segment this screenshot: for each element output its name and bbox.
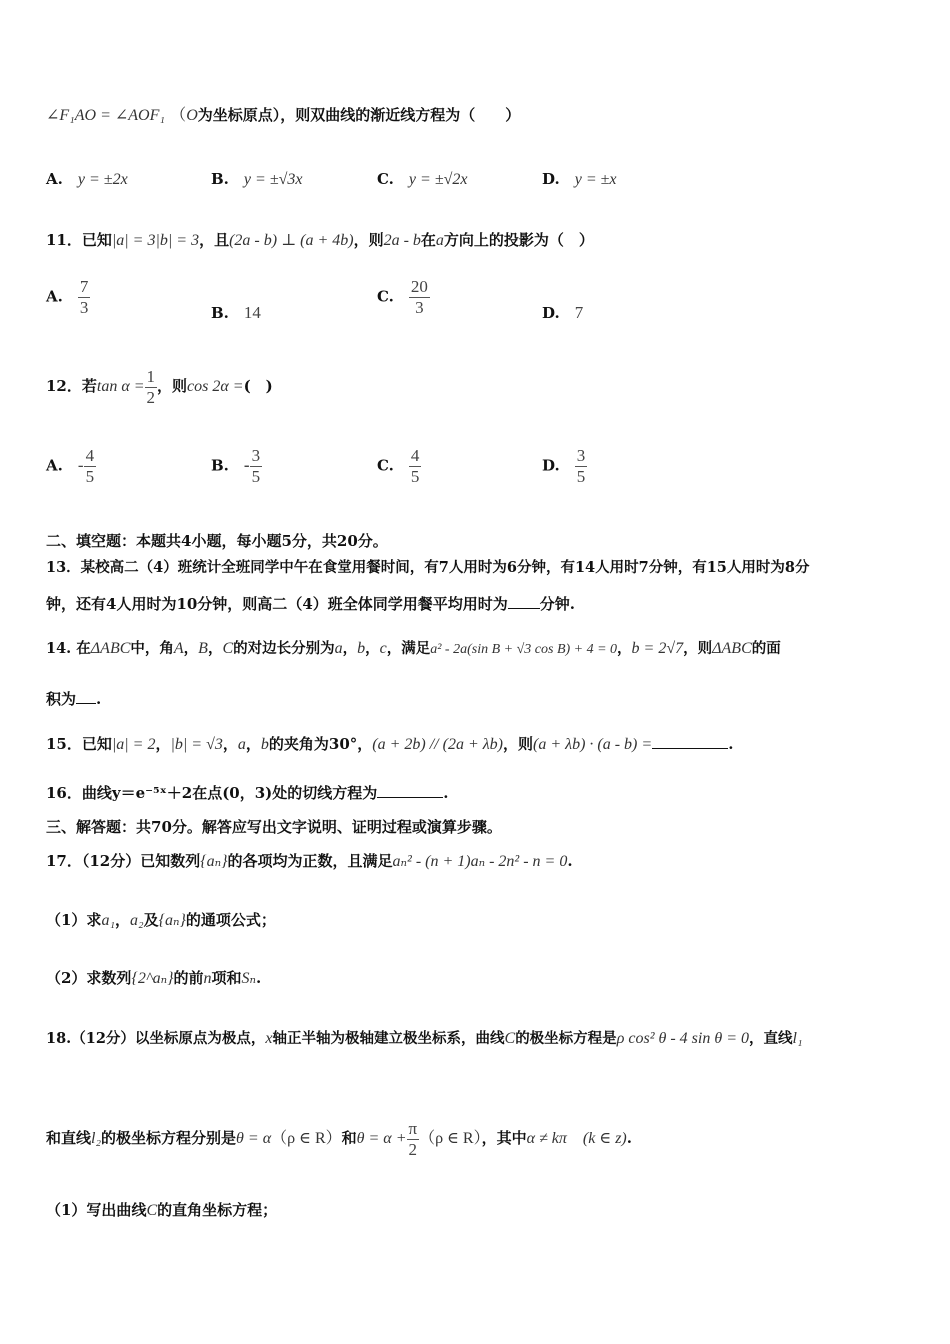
q11-number: 11．已知: [46, 231, 112, 249]
option-sign: -: [77, 455, 84, 475]
q11-cond2: (2a - b) ⊥ (a + 4b): [229, 232, 354, 249]
option-label: B.: [211, 304, 229, 322]
option-value: y = ±2x: [77, 171, 128, 188]
q16-text: 在点(0，3)处的切线方程为: [192, 784, 378, 802]
q14-side-a: a: [334, 640, 343, 657]
q17-text: 的前: [173, 969, 204, 987]
option-label: B.: [211, 170, 229, 188]
q12-number: 12．若: [46, 377, 97, 395]
q13-line2: [46, 593, 575, 614]
q17-text: （2）求数列: [46, 969, 132, 987]
q10-origin: O: [186, 107, 198, 124]
q15-parallel: (a + 2b) // (2a + λb): [372, 736, 503, 753]
option-label: D.: [542, 456, 560, 475]
q16-curve: y＝e⁻⁵ˣ＋2: [111, 784, 193, 802]
q12-tan: tan α =: [96, 378, 145, 395]
q14-text: 中，角: [130, 640, 174, 657]
fraction: [145, 367, 158, 408]
q14-answer-blank[interactable]: [76, 703, 96, 704]
q16-text: .: [443, 784, 449, 802]
q14-text: ，则: [683, 640, 713, 657]
q10-option-d[interactable]: [542, 168, 617, 189]
q17-text: （1）求: [46, 911, 102, 929]
q18-l1: l₁: [792, 1030, 803, 1047]
q17-text: 的各项均为正数，且满足: [227, 852, 393, 870]
q15-norm-a: |a| = 2: [111, 736, 156, 753]
option-label: D.: [542, 170, 560, 188]
q11-cond1: |a| = 3|b| = 3: [111, 232, 200, 249]
option-value: y = ±√3x: [243, 171, 303, 188]
q14-text: 14. 在: [46, 640, 91, 657]
option-label: D.: [542, 304, 560, 322]
denominator: 5: [85, 467, 95, 486]
q11-text: ，且: [199, 231, 230, 249]
q17-text: .: [256, 969, 262, 987]
q14-b-value: b = 2√7: [631, 640, 684, 657]
numerator: 3: [576, 446, 586, 465]
q15-text: 的夹角为30°，: [268, 735, 373, 753]
q14-triangle: ΔABC: [90, 640, 131, 657]
q14-line2: [46, 688, 101, 709]
q11-option-b[interactable]: [211, 302, 261, 323]
fraction: [409, 446, 422, 487]
q11-expr: 2a - b: [383, 232, 421, 249]
option-label: A.: [46, 170, 63, 188]
q11-vector-a: a: [435, 232, 444, 249]
q15-vector-a: a: [237, 736, 246, 753]
numerator: 4: [85, 446, 95, 465]
q18-condition: α ≠ kπ (k ∈ z): [526, 1130, 627, 1147]
q18-text: 的极坐标方程分别是: [101, 1129, 237, 1147]
q17-sequence: {aₙ}: [158, 912, 186, 929]
option-label: C.: [377, 170, 394, 188]
q18-x: x: [265, 1030, 273, 1047]
option-label: A.: [46, 456, 63, 475]
q18-text: 轴正半轴为极轴建立极坐标系，曲线: [272, 1030, 505, 1047]
q17-part1: （1）求a₁，a₂及{aₙ}的通项公式；: [46, 911, 276, 929]
q17-part2: [46, 967, 261, 990]
q17-sequence-2an: {2^aₙ}: [131, 970, 174, 987]
q14-text: 的对边长分别为: [233, 640, 335, 657]
q14-line1: 14. 在ΔABC中，角A，B，C的对边长分别为a，b，c，满足a² - 2a(sin B + √3 cos B) + 4 = 0，b = 2√7，则ΔABC的面: [46, 640, 781, 657]
denominator: 3: [409, 297, 430, 318]
q18-polar-equation: ρ cos² θ - 4 sin θ = 0: [616, 1030, 750, 1047]
q15-norm-b: |b| = √3: [170, 736, 223, 753]
q12-option-d[interactable]: [542, 446, 587, 487]
denominator: 2: [407, 1139, 420, 1160]
q10-angle-eq: ∠F₁AO = ∠AOF₁: [46, 107, 165, 124]
q15-answer-blank[interactable]: [652, 748, 728, 749]
section-solution-heading: 三、解答题：共70分。解答应写出文字说明、证明过程或演算步骤。: [46, 818, 502, 836]
q15-text: 15．已知: [46, 735, 112, 753]
numerator: 4: [410, 446, 420, 465]
q18-text: .: [626, 1129, 632, 1147]
q17-n: n: [203, 970, 212, 987]
q10-stem: ∠F₁AO = ∠AOF₁ （O为坐标原点），则双曲线的渐近线方程为（ ）: [46, 106, 521, 124]
numerator: 7: [79, 277, 89, 296]
q18-text: ，直线: [749, 1030, 793, 1047]
option-value: 7: [574, 303, 584, 322]
q12-cos: cos 2α =: [187, 378, 244, 395]
q17-equation: aₙ² - (n + 1)aₙ - 2n² - n = 0: [392, 853, 568, 870]
q14-triangle: ΔABC: [712, 640, 752, 657]
option-sign: -: [243, 455, 250, 475]
q16-answer-blank[interactable]: [377, 797, 443, 798]
numerator: 3: [251, 446, 261, 465]
fraction: [407, 1119, 420, 1160]
option-label: B.: [211, 456, 229, 475]
fraction: [250, 446, 263, 487]
q12-option-a[interactable]: [46, 446, 96, 487]
q13-text: 分钟.: [539, 595, 575, 613]
q17-sequence: {aₙ}: [200, 853, 228, 870]
q18-text: （1）写出曲线: [46, 1201, 147, 1219]
q18-curve-c: C: [504, 1030, 516, 1047]
fraction: [575, 446, 588, 487]
fraction: [78, 277, 91, 318]
q18-part1: [46, 1199, 277, 1222]
q16-text: 16．曲线: [46, 784, 112, 802]
section-fill-in-heading: 二、填空题：本题共4小题，每小题5分，共20分。: [46, 532, 388, 550]
q14-text: 积为: [46, 690, 77, 708]
denominator: 5: [251, 467, 261, 486]
q15-vector-b: b: [260, 736, 269, 753]
q10-option-c[interactable]: [377, 168, 467, 189]
q18-theta2: θ = α +: [356, 1130, 407, 1147]
q17-text: 的通项公式；: [185, 911, 276, 929]
q18-text: ，其中: [481, 1129, 527, 1147]
numerator: 1: [146, 366, 156, 386]
option-value: 14: [243, 303, 261, 322]
q11-option-c[interactable]: [377, 277, 430, 318]
q18-text: 的直角坐标方程；: [157, 1201, 278, 1219]
q14-text: 的面: [751, 640, 781, 657]
q18-curve-c: C: [146, 1202, 158, 1219]
q11-option-a[interactable]: [46, 277, 90, 318]
q12-text: ，则: [157, 377, 188, 395]
q18-line1: [46, 1028, 803, 1050]
option-label: C.: [377, 287, 394, 306]
option-label: A.: [46, 287, 63, 306]
denominator: 5: [410, 467, 420, 486]
q14-side-b: b: [357, 640, 366, 657]
q18-rho1: （ρ ∈ R）: [271, 1130, 342, 1147]
q14-angle-c: C: [222, 640, 234, 657]
q10-text: 为坐标原点），则双曲线的渐近线方程为（ ）: [197, 106, 521, 124]
q15-dot-product: (a + λb) · (a - b) =: [533, 736, 653, 753]
q18-l2: l₂: [91, 1130, 102, 1147]
q12-stem: [46, 366, 273, 408]
q18-text: 和: [341, 1129, 357, 1147]
q14-angle-b: B: [198, 640, 208, 657]
q14-side-c: c: [379, 640, 387, 657]
q17-text: 项和: [211, 969, 242, 987]
q12-option-c[interactable]: [377, 446, 421, 487]
q18-theta1: θ = α: [236, 1130, 272, 1147]
q13-text: 钟，还有4人用时为10分钟，则高二（4）班全体同学用餐平均用时为: [46, 595, 508, 613]
q18-text: 18.（12分）以坐标原点为极点，: [46, 1030, 266, 1047]
denominator: 5: [576, 467, 586, 486]
q11-text: ，则: [353, 231, 384, 249]
numerator: π: [408, 1118, 418, 1138]
option-label: C.: [377, 456, 394, 475]
denominator: 3: [79, 298, 89, 317]
q17-a2: a₂: [130, 912, 144, 929]
q13-answer-blank[interactable]: [508, 608, 540, 609]
q10-option-a[interactable]: [46, 168, 128, 189]
q12-option-b[interactable]: [211, 446, 262, 487]
q18-rho2: （ρ ∈ R）: [419, 1130, 482, 1147]
option-value: y = ±x: [574, 171, 617, 188]
q14-equation: a² - 2a(sin B + √3 cos B) + 4 = 0: [430, 642, 618, 657]
q18-text: 的极坐标方程是: [515, 1030, 617, 1047]
q18-text: 和直线: [46, 1129, 92, 1147]
q14-text: ，满足: [386, 640, 431, 657]
option-value: y = ±√2x: [408, 171, 468, 188]
q17-text: .: [567, 852, 573, 870]
fraction: [409, 277, 430, 318]
q17-sum: Sₙ: [241, 970, 256, 987]
q17-text: 及: [143, 911, 159, 929]
q13-line1: 13．某校高二（4）班统计全班同学中午在食堂用餐时间，有7人用时为6分钟，有14人用时7分钟，有15人用时为8分: [46, 559, 810, 576]
q15-text: .: [728, 735, 734, 753]
q11-option-d[interactable]: [542, 302, 583, 323]
denominator: 2: [146, 387, 156, 407]
fraction: [84, 446, 97, 487]
q11-stem: [46, 229, 594, 252]
q11-text: 方向上的投影为（ ）: [443, 231, 594, 249]
q17-a1: a₁: [101, 912, 115, 929]
q17-text: 17．（12分）已知数列: [46, 852, 201, 870]
q11-text: 在: [420, 231, 436, 249]
q12-text: ( ): [243, 377, 273, 395]
q14-angle-a: A: [173, 640, 184, 657]
q18-line2: [46, 1118, 632, 1160]
q17-stem: [46, 850, 573, 873]
q15-text: ，则: [503, 735, 534, 753]
numerator: 20: [410, 277, 428, 296]
q15-stem: 15．已知|a| = 2，|b| = √3，a，b的夹角为30°，(a + 2b) // (2a + λb)，则(a + λb) · (a - b) = .: [46, 735, 734, 753]
q10-option-b[interactable]: [211, 168, 302, 189]
q14-text: .: [96, 690, 102, 708]
q16-stem: [46, 782, 449, 803]
